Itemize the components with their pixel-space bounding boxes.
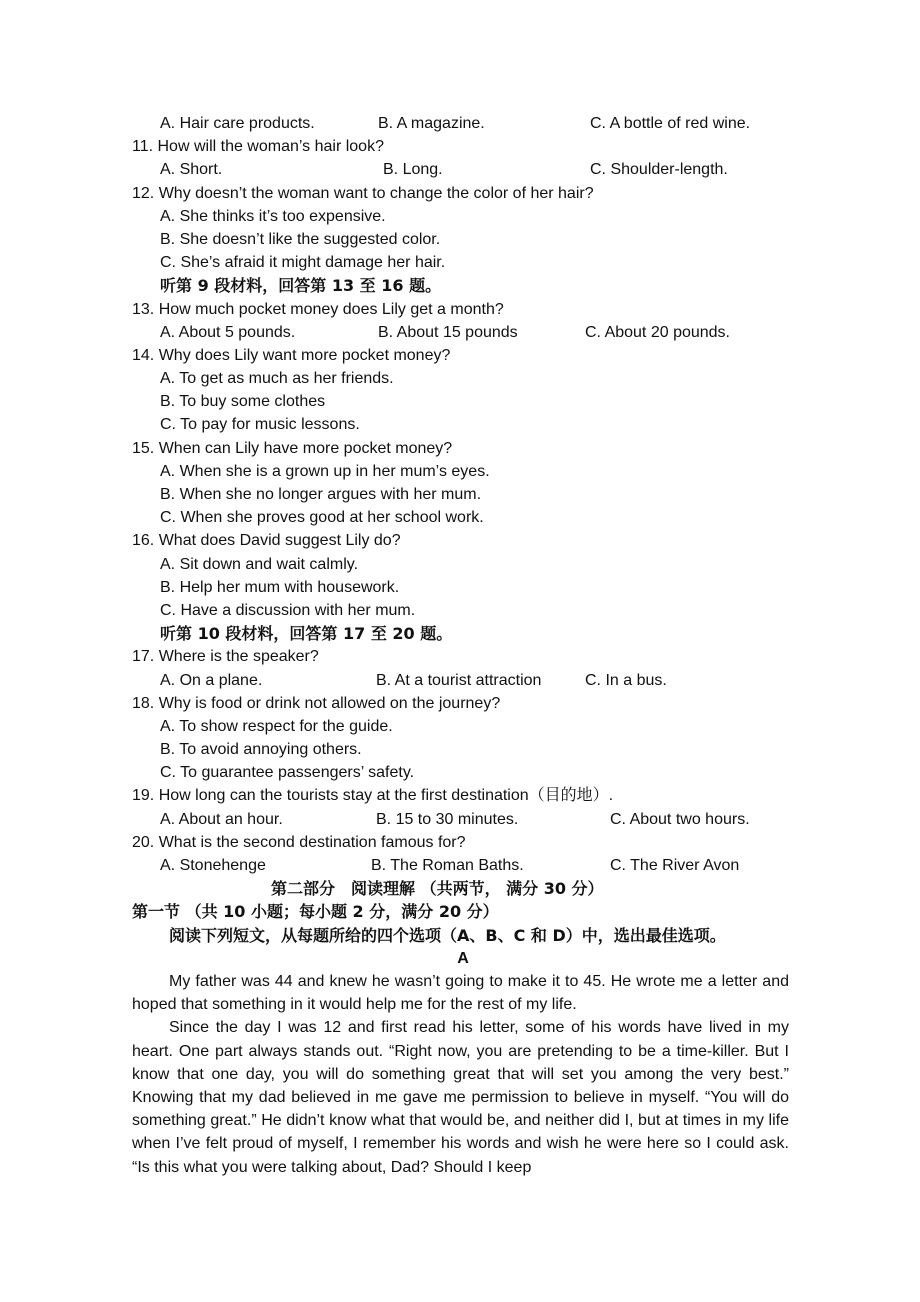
q11-option-b: B. Long. [383,161,443,179]
q16-option-c: C. Have a discussion with her mum. [160,601,416,619]
q20-option-c: C. The River Avon [610,857,740,874]
q12-stem: 12. Why doesn’t the woman want to change the color of her hair? [132,184,594,202]
q11-option-a: A. Short. [160,161,223,179]
q18-option-c: C. To guarantee passengers’ safety. [160,764,415,782]
q12-option-a: A. She thinks it’s too expensive. [160,207,386,225]
section-10-heading: 听第 10 段材料，回答第 17 至 20 题。 [160,624,453,644]
q13-options [0,321,920,344]
q15-option-a: A. When she is a grown up in her mum’s eyes. [160,462,490,480]
q19-option-a: A. About an hour. [160,810,283,828]
q13-option-c: C. About 20 pounds. [585,323,730,341]
part-2-heading: 第二部分 阅读理解 （共两节， 满分 30 分） [271,879,604,899]
q19-option-c: C. About two hours. [610,810,750,828]
passage-paragraph-1: My father was 44 and knew he wasn’t going to make it to 45. He wrote me a letter and hoped that something in it would help me for the rest of my life. [132,972,789,1014]
q17-stem: 17. Where is the speaker? [132,648,319,666]
q13-stem: 13. How much pocket money does Lily get a month? [132,300,504,318]
q14-option-c: C. To pay for music lessons. [160,416,360,434]
q20-stem: 20. What is the second destination famous for? [132,833,466,851]
q16-option-a: A. Sit down and wait calmly. [160,555,359,573]
q17-option-a: A. On a plane. [160,671,263,689]
q20-options [0,854,920,877]
q14-option-a: A. To get as much as her friends. [160,370,394,388]
q19-options [0,808,920,831]
q14-stem: 14. Why does Lily want more pocket money? [132,346,451,364]
q11-stem: 11. How will the woman’s hair look? [132,138,384,156]
q20-option-a: A. Stonehenge [160,857,266,874]
exam-page [0,112,920,1179]
q14-option-b: B. To buy some clothes [160,393,326,411]
q10-option-c: C. A bottle of red wine. [590,115,751,132]
q10-option-b: B. A magazine. [378,115,485,132]
q15-option-c: C. When she proves good at her school work. [160,509,484,527]
q18-option-b: B. To avoid annoying others. [160,741,362,759]
q20-option-b: B. The Roman Baths. [371,857,524,874]
q17-options [0,669,920,692]
q11-options [0,158,920,181]
q10-options [0,112,920,135]
q13-option-b: B. About 15 pounds [378,323,518,341]
q12-option-b: B. She doesn’t like the suggested color. [160,230,441,248]
q12-option-c: C. She’s afraid it might damage her hair. [160,254,446,272]
reading-instruction: 阅读下列短文，从每题所给的四个选项（A、B、C 和 D）中，选出最佳选项。 [169,925,726,945]
q16-stem: 16. What does David suggest Lily do? [132,532,401,550]
q15-stem: 15. When can Lily have more pocket money? [132,439,453,457]
q19-stem: 19. How long can the tourists stay at the first destination（目的地）. [132,787,614,805]
section-9-heading: 听第 9 段材料，回答第 13 至 16 题。 [160,276,442,296]
passage-paragraph-2: Since the day I was 12 and first read his letter, some of his words have lived in my heart. One part always stands out. “Right now, you are pretending to be a time-killer. But I know that one day, you will do something great that will set you among the very best.” Knowing that my dad believed in me gave me permission to believe in myself. “You will do something great.” He didn’t know what that would be, and neither did I, but at times in my life when I’ve felt proud of myself, I remember his words and wish he were here so I could ask. “Is this what you were talking about, Dad? Should I keep [132,1019,789,1176]
q16-option-b: B. Help her mum with housework. [160,578,400,596]
q11-option-c: C. Shoulder-length. [590,161,728,179]
q18-stem: 18. Why is food or drink not allowed on the journey? [132,694,501,712]
q13-option-a: A. About 5 pounds. [160,323,296,341]
q10-option-a: A. Hair care products. [160,115,315,132]
section-1-heading: 第一节 （共 10 小题；每小题 2 分，满分 20 分） [132,902,499,922]
q15-option-b: B. When she no longer argues with her mum. [160,486,482,503]
q17-option-c: C. In a bus. [585,671,667,689]
q17-option-b: B. At a tourist attraction [376,671,542,689]
passage-title: A [457,949,469,967]
q18-option-a: A. To show respect for the guide. [160,717,393,735]
q19-option-b: B. 15 to 30 minutes. [376,810,519,828]
